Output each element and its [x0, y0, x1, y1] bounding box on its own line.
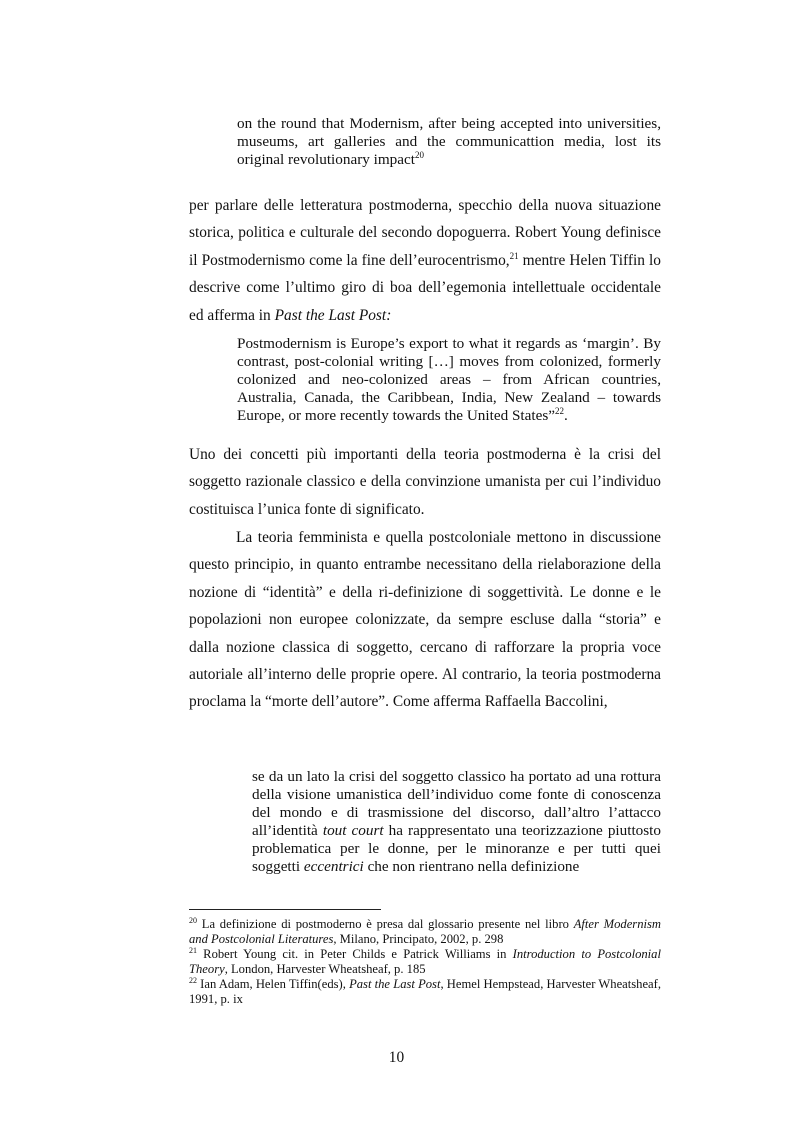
italic-term: eccentrici: [303, 858, 364, 875]
paragraph-text: Uno dei concetti più importanti della teoria postmoderna è la crisi del soggetto razionale classico e della convinzione umanista per cui l’individuo costituisca l’unica fonte di significato.: [189, 446, 661, 518]
footnote-text-end: , Milano, Principato, 2002, p. 298: [333, 932, 504, 946]
footnote-text-end: , London, Harvester Wheatsheaf, p. 185: [224, 962, 426, 976]
footnote-20: [189, 917, 661, 947]
quote-text: Postmodernism is Europe’s export to what it regards as ‘margin’. By contrast, post-colonial writing […] moves from colonized, formerly colonized and neo-colonized areas – from African countries, Australia, Canada, the Caribbean, India, New Zealand – towards Europe, or more recently towards the United States”: [237, 335, 661, 424]
quote-text: se da un lato la crisi del soggetto classico ha portato ad una rottura della visione umanistica dell’individuo come fonte di conoscenza del mondo e di trasmissione del discorso, dall’altro l’attacco all’identità: [252, 768, 661, 839]
paragraph-text-continued: mentre Helen Tiffin lo descrive come l’ultimo giro di boa dell’egemonia intellettuale occidentale ed afferma in: [189, 251, 661, 324]
paragraph-feminist-theory: [189, 524, 661, 716]
footnote-text-end: , Hemel Hempstead, Harvester Wheatsheaf, 1991, p. ix: [189, 977, 661, 1006]
footnote-title: After Modernism and Postcolonial Literatures: [189, 917, 661, 946]
book-title: Past the Last Post:: [274, 306, 392, 324]
footnote-21: [189, 947, 661, 977]
footnote-ref-21[interactable]: 21: [509, 250, 519, 261]
paragraph-text: per parlare delle letteratura postmoderna, specchio della nuova situazione storica, politica e culturale del secondo dopoguerra. Robert Young definisce il Postmodernismo come la fine dell’eurocentrismo,: [189, 197, 661, 269]
quote-text-end: che non rientrano nella definizione: [363, 858, 580, 875]
footnote-ref-22[interactable]: 22: [555, 406, 564, 416]
footnote-number: 20: [189, 916, 197, 925]
footnote-text: Ian Adam, Helen Tiffin(eds),: [197, 977, 350, 991]
footnote-number: 21: [189, 946, 197, 955]
page-number: 10: [388, 1049, 405, 1066]
block-quote-tiffin: [237, 335, 661, 425]
footnote-22: [189, 977, 661, 1007]
footnote-number: 22: [189, 976, 197, 985]
quote-text: on the round that Modernism, after being accepted into universities, museums, art galleries and the communicattion media, lost its original revolutionary impact: [237, 115, 661, 168]
footnote-title: Past the Last Post: [349, 977, 441, 991]
quote-text-continued: ha rappresentato una teorizzazione piuttosto problematica per le donne, per le minoranze e per tutti quei soggetti: [252, 822, 661, 875]
block-quote-baccolini: [252, 768, 661, 876]
footnotes: [189, 917, 661, 1007]
footnote-separator: [189, 909, 381, 910]
paragraph-postmodern-literature: [189, 192, 661, 329]
footnote-text: Robert Young cit. in Peter Childs e Patrick Williams in: [197, 947, 513, 961]
paragraph-text: La teoria femminista e quella postcoloniale mettono in discussione questo principio, in quanto entrambe necessitano della rielaborazione della nozione di “identità” e della ri-definizione di soggettività. Le donne e le popolazioni non europee colonizzate, da sempre escluse dalla “storia” e dalla nozione classica di soggetto, cercano di rafforzare la propria voce autoriale all’interno delle proprie opere. Al contrario, la teoria postmoderna proclama la “morte dell’autore”. Come afferma Raffaella Baccolini,: [189, 529, 661, 711]
footnote-text: La definizione di postmoderno è presa dal glossario presente nel libro: [197, 917, 574, 931]
paragraph-crisis-subject: [189, 441, 661, 523]
block-quote-modernism: [237, 115, 661, 169]
footnote-title: Introduction to Postcolonial Theory: [189, 947, 661, 976]
footnote-ref-20[interactable]: 20: [414, 150, 424, 160]
quote-end: .: [564, 407, 568, 424]
italic-term: tout court: [322, 822, 384, 839]
